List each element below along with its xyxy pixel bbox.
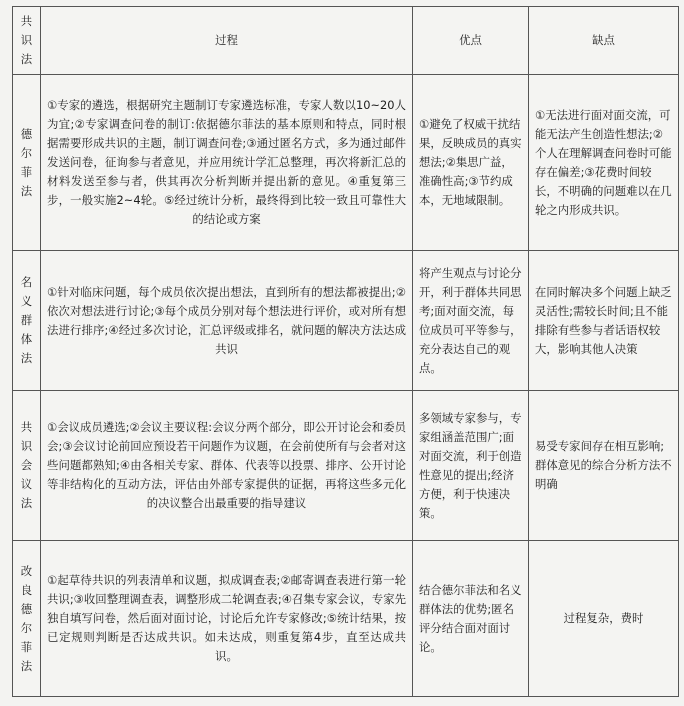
header-row xyxy=(13,7,679,75)
consensus-methods-table xyxy=(12,6,679,697)
cons-cell: 易受专家间存在相互影响;群体意见的综合分析方法不明确 xyxy=(529,391,679,541)
cons-cell: 过程复杂，费时 xyxy=(529,541,679,697)
table-row xyxy=(13,75,679,251)
pros-cell: 将产生观点与讨论分开，利于群体共同思考;面对面交流，每位成员可平等参与，充分表达自己的观点。 xyxy=(413,251,529,391)
cons-cell: ①无法进行面对面交流，可能无法产生创造性想法;②个人在理解调查问卷时可能存在偏差;③花费时间较长，不明确的问题难以在几轮之内形成共识。 xyxy=(529,75,679,251)
process-cell: ①会议成员遴选;②会议主要议程:会议分两个部分，即公开讨论会和委员会;③会议讨论前回应预设若干问题作为议题，在会前使所有与会者对这些问题都熟知;④由各相关专家、群体、代表等以投票、排序、公开讨论等非结构化的互动方法，评估由外部专家提供的证据，再将这些多元化的决议整合出最重要的指导建议 xyxy=(41,391,413,541)
header-pros: 优点 xyxy=(413,7,529,75)
method-name: 德尔菲法 xyxy=(13,75,41,251)
header-process: 过程 xyxy=(41,7,413,75)
table-row xyxy=(13,391,679,541)
process-cell: ①针对临床问题，每个成员依次提出想法，直到所有的想法都被提出;②依次对想法进行讨论;③每个成员分别对每个想法进行评价，或对所有想法进行排序;④经过多次讨论，汇总评级或排名，就问题的解决方法达成共识 xyxy=(41,251,413,391)
cons-cell: 在同时解决多个问题上缺乏灵活性;需较长时间;且不能排除有些参与者话语权较大，影响其他人决策 xyxy=(529,251,679,391)
method-name: 名义群体法 xyxy=(13,251,41,391)
header-method-label: 共识法 xyxy=(20,14,33,66)
table-row xyxy=(13,541,679,697)
pros-cell: 多领域专家参与，专家组涵盖范围广;面对面交流，利于创造性意见的提出;经济方便，利于快速决策。 xyxy=(413,391,529,541)
method-name: 共识会议法 xyxy=(13,391,41,541)
header-cons: 缺点 xyxy=(529,7,679,75)
process-cell: ①起草待共识的列表清单和议题，拟成调查表;②邮寄调查表进行第一轮共识;③收回整理调查表，调整形成二轮调查表;④召集专家会议，专家先独自填写问卷，然后面对面讨论，讨论后允许专家修改;⑤统计结果，按已定规则判断是否达成共识。如未达成，则重复第4步，直至达成共识。 xyxy=(41,541,413,697)
process-cell: ①专家的遴选，根据研究主题制订专家遴选标准，专家人数以10~20人为宜;②专家调查问卷的制订:依据德尔菲法的基本原则和特点，同时根据需要形成共识的主题，制订调查问卷;③通过匿名方式，多为通过邮件发送问卷，征询参与者意见，并应用统计学汇总整理，再次将新汇总的材料发送至参与者，供其再次分析判断并提出新的意见。④重复第三步，一般实施2~4轮。⑤经过统计分析，最终得到比较一致且可靠性大的结论或方案 xyxy=(41,75,413,251)
method-name: 改良德尔菲法 xyxy=(13,541,41,697)
pros-cell: ①避免了权威干扰结果，反映成员的真实想法;②集思广益，准确性高;③节约成本，无地域限制。 xyxy=(413,75,529,251)
table-row xyxy=(13,251,679,391)
header-method xyxy=(13,7,41,75)
pros-cell: 结合德尔菲法和名义群体法的优势;匿名评分结合面对面讨论。 xyxy=(413,541,529,697)
